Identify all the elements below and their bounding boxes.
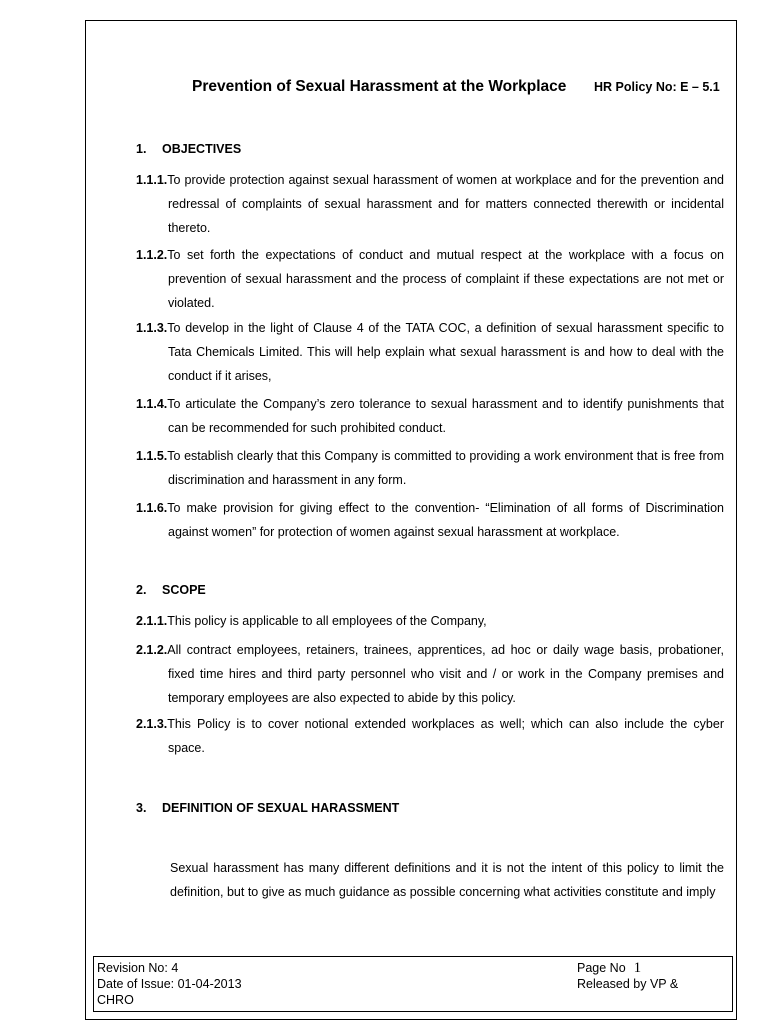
item-text: This policy is applicable to all employees of the Company, [167, 614, 487, 628]
section-heading-definition [136, 801, 399, 815]
list-item [136, 392, 724, 440]
item-number: 2.1.1. [136, 614, 168, 628]
item-text: To articulate the Company’s zero tolerance to sexual harassment and to identify punishments that can be recommended for such prohibited conduct. [167, 397, 724, 435]
list-item [136, 638, 724, 710]
released-by: Released by VP & [577, 977, 679, 991]
policy-number: HR Policy No: E – 5.1 [594, 80, 720, 94]
section-number: 2. [136, 583, 147, 597]
footer-left [97, 960, 242, 1008]
section-title: SCOPE [162, 583, 206, 597]
list-item [136, 609, 724, 633]
section-heading-scope [136, 583, 206, 597]
page-label: Page No [577, 961, 626, 975]
item-number: 1.1.6. [136, 501, 168, 515]
item-number: 1.1.2. [136, 248, 168, 262]
item-text: This Policy is to cover notional extended workplaces as well; which can also include the cyber space. [167, 717, 724, 755]
list-item [136, 496, 724, 544]
section-heading-objectives [136, 142, 241, 156]
item-text: To develop in the light of Clause 4 of the TATA COC, a definition of sexual harassment specific to Tata Chemicals Limited. This will help explain what sexual harassment is and how to deal with the conduct if it arises, [167, 321, 724, 383]
item-number: 1.1.3. [136, 321, 168, 335]
date-of-issue: Date of Issue: 01-04-2013 [97, 977, 242, 991]
item-number: 2.1.2. [136, 643, 168, 657]
list-item [136, 712, 724, 760]
list-item [136, 243, 724, 315]
chro-label: CHRO [97, 993, 134, 1007]
item-number: 2.1.3. [136, 717, 168, 731]
list-item [136, 444, 724, 492]
footer-right [577, 960, 678, 992]
section-title: OBJECTIVES [162, 142, 242, 156]
item-text: To establish clearly that this Company is committed to providing a work environment that is free from discrimination and harassment in any form. [167, 449, 724, 487]
item-text: To set forth the expectations of conduct and mutual respect at the workplace with a focus on prevention of sexual harassment and the process of complaint if these expectations are not met or violated. [167, 248, 724, 310]
item-text: All contract employees, retainers, trainees, apprentices, ad hoc or daily wage basis, probationer, fixed time hires and third party personnel who visit and / or work in the Company premises and temporary employees are also expected to abide by this policy. [167, 643, 724, 705]
list-item [136, 168, 724, 240]
list-item [136, 316, 724, 388]
revision-number: Revision No: 4 [97, 961, 179, 975]
section-number: 1. [136, 142, 147, 156]
document-title: Prevention of Sexual Harassment at the Workplace [192, 78, 567, 95]
item-text: To make provision for giving effect to the convention- “Elimination of all forms of Discrimination against women” for protection of women against sexual harassment at workplace. [167, 501, 724, 539]
document-footer [93, 956, 733, 1012]
item-number: 1.1.5. [136, 449, 168, 463]
page-number: 1 [633, 960, 642, 976]
item-number: 1.1.1. [136, 173, 168, 187]
definition-paragraph: Sexual harassment has many different definitions and it is not the intent of this policy to limit the definition, but to give as much guidance as possible concerning what activities constitute and imply [170, 861, 724, 899]
item-text: To provide protection against sexual harassment of women at workplace and for the prevention and redressal of complaints of sexual harassment and for matters connected therewith or incidental thereto. [167, 173, 724, 235]
section-number: 3. [136, 801, 147, 815]
item-number: 1.1.4. [136, 397, 168, 411]
section-title: DEFINITION OF SEXUAL HARASSMENT [162, 801, 400, 815]
